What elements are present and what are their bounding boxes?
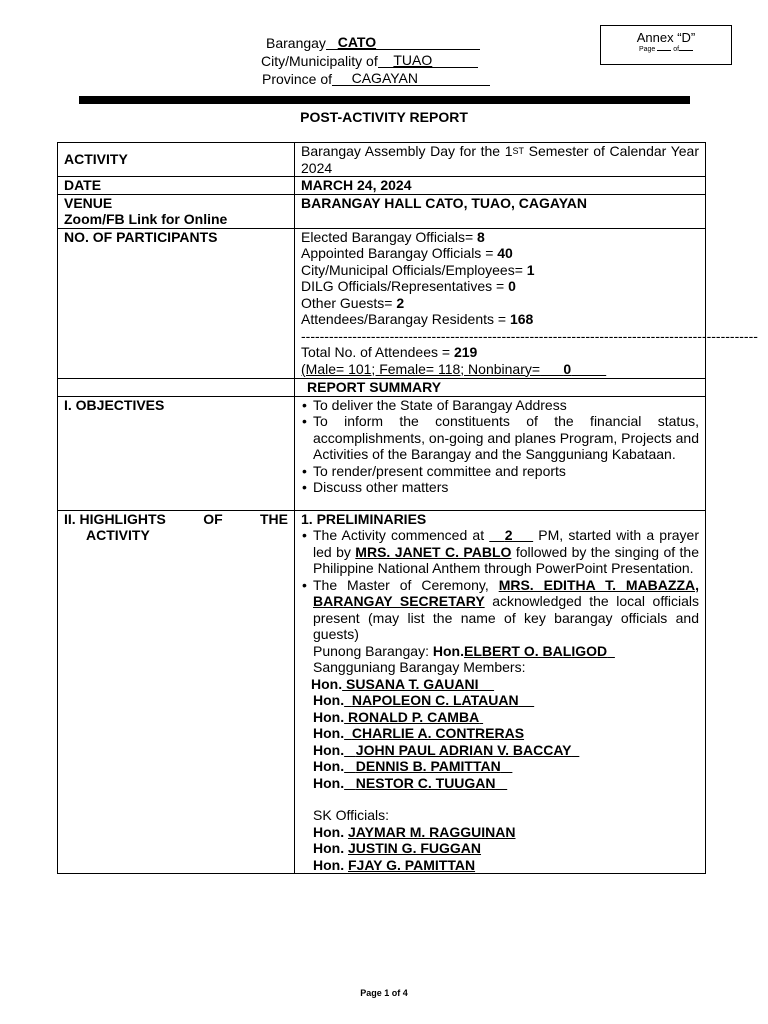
report-table [57,142,758,874]
venue-sub-label: Zoom/FB Link for Online [64,211,228,227]
sk-officials-label: SK Officials: [313,807,389,823]
venue-label: VENUE Zoom/FB Link for Online [58,194,295,228]
sb-member: Hon. RONALD P. CAMBA [313,708,480,725]
page-footer: Page 1 of 4 [360,988,408,998]
city-line [258,52,508,70]
province-label: Province of [262,71,333,87]
highlights-content [295,510,706,874]
annex-box [600,25,732,65]
activity-value: Barangay Assembly Day for the 1ST Semester of Calendar Year 2024 [295,143,706,177]
participant-line: Elected Barangay Officials= 8 [301,228,485,245]
objective-item: • To deliver the State of Barangay Address [313,397,699,414]
report-summary-row [58,379,706,397]
separator-line: -------------------------------------------------------------------------------------------------- [301,327,758,344]
highlights-label-line1: II. HIGHLIGHTS OF THE [64,510,288,527]
sb-member: Hon. JOHN PAUL ADRIAN V. BACCAY [313,741,572,758]
barangay-line [258,34,508,52]
province-value: CAGAYAN [332,70,490,86]
objective-item: • To render/present committee and reports [313,463,699,480]
date-row [58,177,706,195]
sb-member: Hon. NAPOLEON C. LATAUAN [313,692,519,708]
sb-members-label: Sangguniang Barangay Members: [313,659,526,675]
highlight-item: • The Master of Ceremony, MRS. EDITHA T. MABAZZA, BARANGAY SECRETARY acknowledged the local officials present (may list the name of key barangay officials and guests) [313,577,699,643]
activity-row [58,143,706,177]
participant-line: Other Guests= 2 [301,294,405,311]
activity-label: ACTIVITY [58,143,295,177]
report-title: POST-ACTIVITY REPORT [300,109,468,125]
report-summary-heading: REPORT SUMMARY [295,379,706,397]
barangay-value: CATO [326,34,480,50]
participant-line: City/Municipal Officials/Employees= 1 [301,261,535,278]
barangay-label: Barangay [266,35,326,51]
sb-member: Hon. DENNIS B. PAMITTAN [313,758,501,774]
objective-item: • To inform the constituents of the financial status, accomplishments, on-going and planes Program, Projects and Activities of the Barangay and the Sangguniang Kabataan. [313,413,699,463]
date-value: MARCH 24, 2024 [295,177,706,195]
participant-line: DILG Officials/Representatives = 0 [301,278,516,294]
total-attendees: Total No. of Attendees = 219 [301,344,478,360]
sk-member: Hon. FJAY G. PAMITTAN [313,856,476,873]
participants-list [295,228,758,379]
venue-row [58,194,706,228]
city-value: TUAO [378,52,478,68]
annex-page-field: Page of [601,46,731,53]
city-label: City/Municipality of [261,53,378,69]
objective-item: • Discuss other matters [313,479,699,496]
highlights-label: II. HIGHLIGHTS OF THE ACTIVITY [58,510,295,874]
gender-breakdown: (Male= 101; Female= 118; Nonbinary= 0 [301,360,572,377]
highlight-item: • The Activity commenced at 2 PM, started with a prayer led by MRS. JANET C. PABLO followed by the singing of the Philippine National Anthem through PowerPoint Presentation. [313,527,699,577]
sk-member: Hon. JAYMAR M. RAGGUINAN [313,823,516,840]
document-header [258,34,508,88]
objectives-label: I. OBJECTIVES [58,396,295,510]
sb-member: Hon. SUSANA T. GAUANI [311,675,479,692]
header-rule [79,96,690,104]
date-label: DATE [58,177,295,195]
venue-value: BARANGAY HALL CATO, TUAO, CAGAYAN [295,194,706,228]
highlights-row [58,510,706,874]
participant-line: Attendees/Barangay Residents = 168 [301,311,534,327]
province-line [258,70,508,88]
objectives-list [295,396,706,510]
annex-title: Annex “D” [636,30,696,45]
punong-barangay-line: Punong Barangay: Hon.ELBERT O. BALIGOD [313,642,608,659]
preliminaries-heading: 1. PRELIMINARIES [301,510,427,527]
objectives-row [58,396,706,510]
participants-label: NO. OF PARTICIPANTS [58,228,295,379]
sk-member: Hon. JUSTIN G. FUGGAN [313,840,482,856]
sb-member: Hon. NESTOR C. TUUGAN [313,774,496,791]
sb-member: Hon. CHARLIE A. CONTRERAS [313,725,525,741]
participants-row [58,228,706,379]
participant-line: Appointed Barangay Officials = 40 [301,245,513,261]
